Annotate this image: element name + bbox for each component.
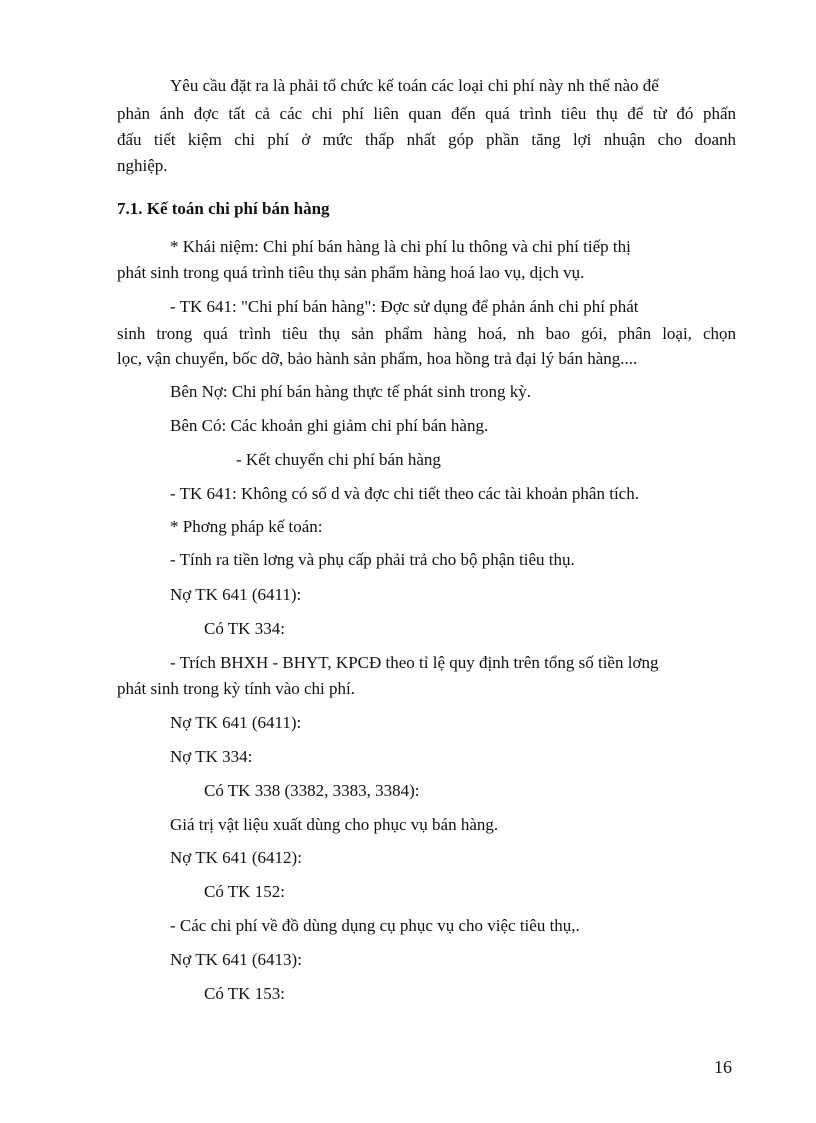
entry1-debit: Nợ TK 641 (6411): [170, 585, 302, 604]
ben-co: Bên Có: Các khoản ghi giảm chi phí bán hàng. [170, 416, 489, 435]
ket-chuyen: - Kết chuyển chi phí bán hàng [236, 450, 441, 469]
para1-line3: đấu tiết kiệm chi phí ở mức thấp nhất góp phần tăng lợi nhuận cho doanh [117, 130, 736, 149]
entry1-credit: Có TK 334: [204, 619, 285, 638]
method-title: * Phơng pháp kế toán: [170, 517, 323, 536]
ben-no: Bên Nợ: Chi phí bán hàng thực tế phát sinh trong kỳ. [170, 382, 531, 401]
bhxh-line1: - Trích BHXH - BHYT, KPCĐ theo tỉ lệ quy định trên tổng số tiền lơng [170, 653, 659, 672]
para1-line1: Yêu cầu đặt ra là phải tổ chức kế toán các loại chi phí này nh thế nào để [170, 76, 659, 95]
tk641-line1: - TK 641: "Chi phí bán hàng": Đợc sử dụng để phản ánh chi phí phát [170, 297, 639, 316]
entry4-credit: Có TK 153: [204, 984, 285, 1003]
concept-line1: * Khái niệm: Chi phí bán hàng là chi phí lu thông và chi phí tiếp thị [170, 237, 631, 256]
para1-line4: nghiệp. [117, 156, 168, 175]
tk641-line2: sinh trong quá trình tiêu thụ sản phẩm hàng hoá, nh bao gói, phân loại, chọn [117, 324, 736, 343]
entry3-credit: Có TK 152: [204, 882, 285, 901]
tk641-line3: lọc, vận chuyển, bốc dỡ, bảo hành sản phẩm, hoa hồng trả đại lý bán hàng.... [117, 349, 638, 368]
tools-line: - Các chi phí về đồ dùng dụng cụ phục vụ cho việc tiêu thụ,. [170, 916, 580, 935]
entry3-debit: Nợ TK 641 (6412): [170, 848, 302, 867]
bhxh-line2: phát sinh trong kỳ tính vào chi phí. [117, 679, 355, 698]
material-line: Giá trị vật liệu xuất dùng cho phục vụ bán hàng. [170, 815, 499, 834]
salary-line: - Tính ra tiền lơng và phụ cấp phải trả cho bộ phận tiêu thụ. [170, 550, 575, 569]
entry2-credit: Có TK 338 (3382, 3383, 3384): [204, 781, 420, 800]
no-balance: - TK 641: Không có số d và đợc chi tiết theo các tài khoản phân tích. [170, 484, 639, 503]
section-heading: 7.1. Kế toán chi phí bán hàng [117, 199, 330, 218]
para1-line2: phản ánh đợc tất cả các chi phí liên quan đến quá trình tiêu thụ để từ đó phấn [117, 104, 736, 123]
page-number: 16 [714, 1057, 732, 1077]
entry2-debit1: Nợ TK 641 (6411): [170, 713, 302, 732]
concept-line2: phát sinh trong quá trình tiêu thụ sản phẩm hàng hoá lao vụ, dịch vụ. [117, 263, 585, 282]
entry2-debit2: Nợ TK 334: [170, 747, 253, 766]
entry4-debit: Nợ TK 641 (6413): [170, 950, 302, 969]
